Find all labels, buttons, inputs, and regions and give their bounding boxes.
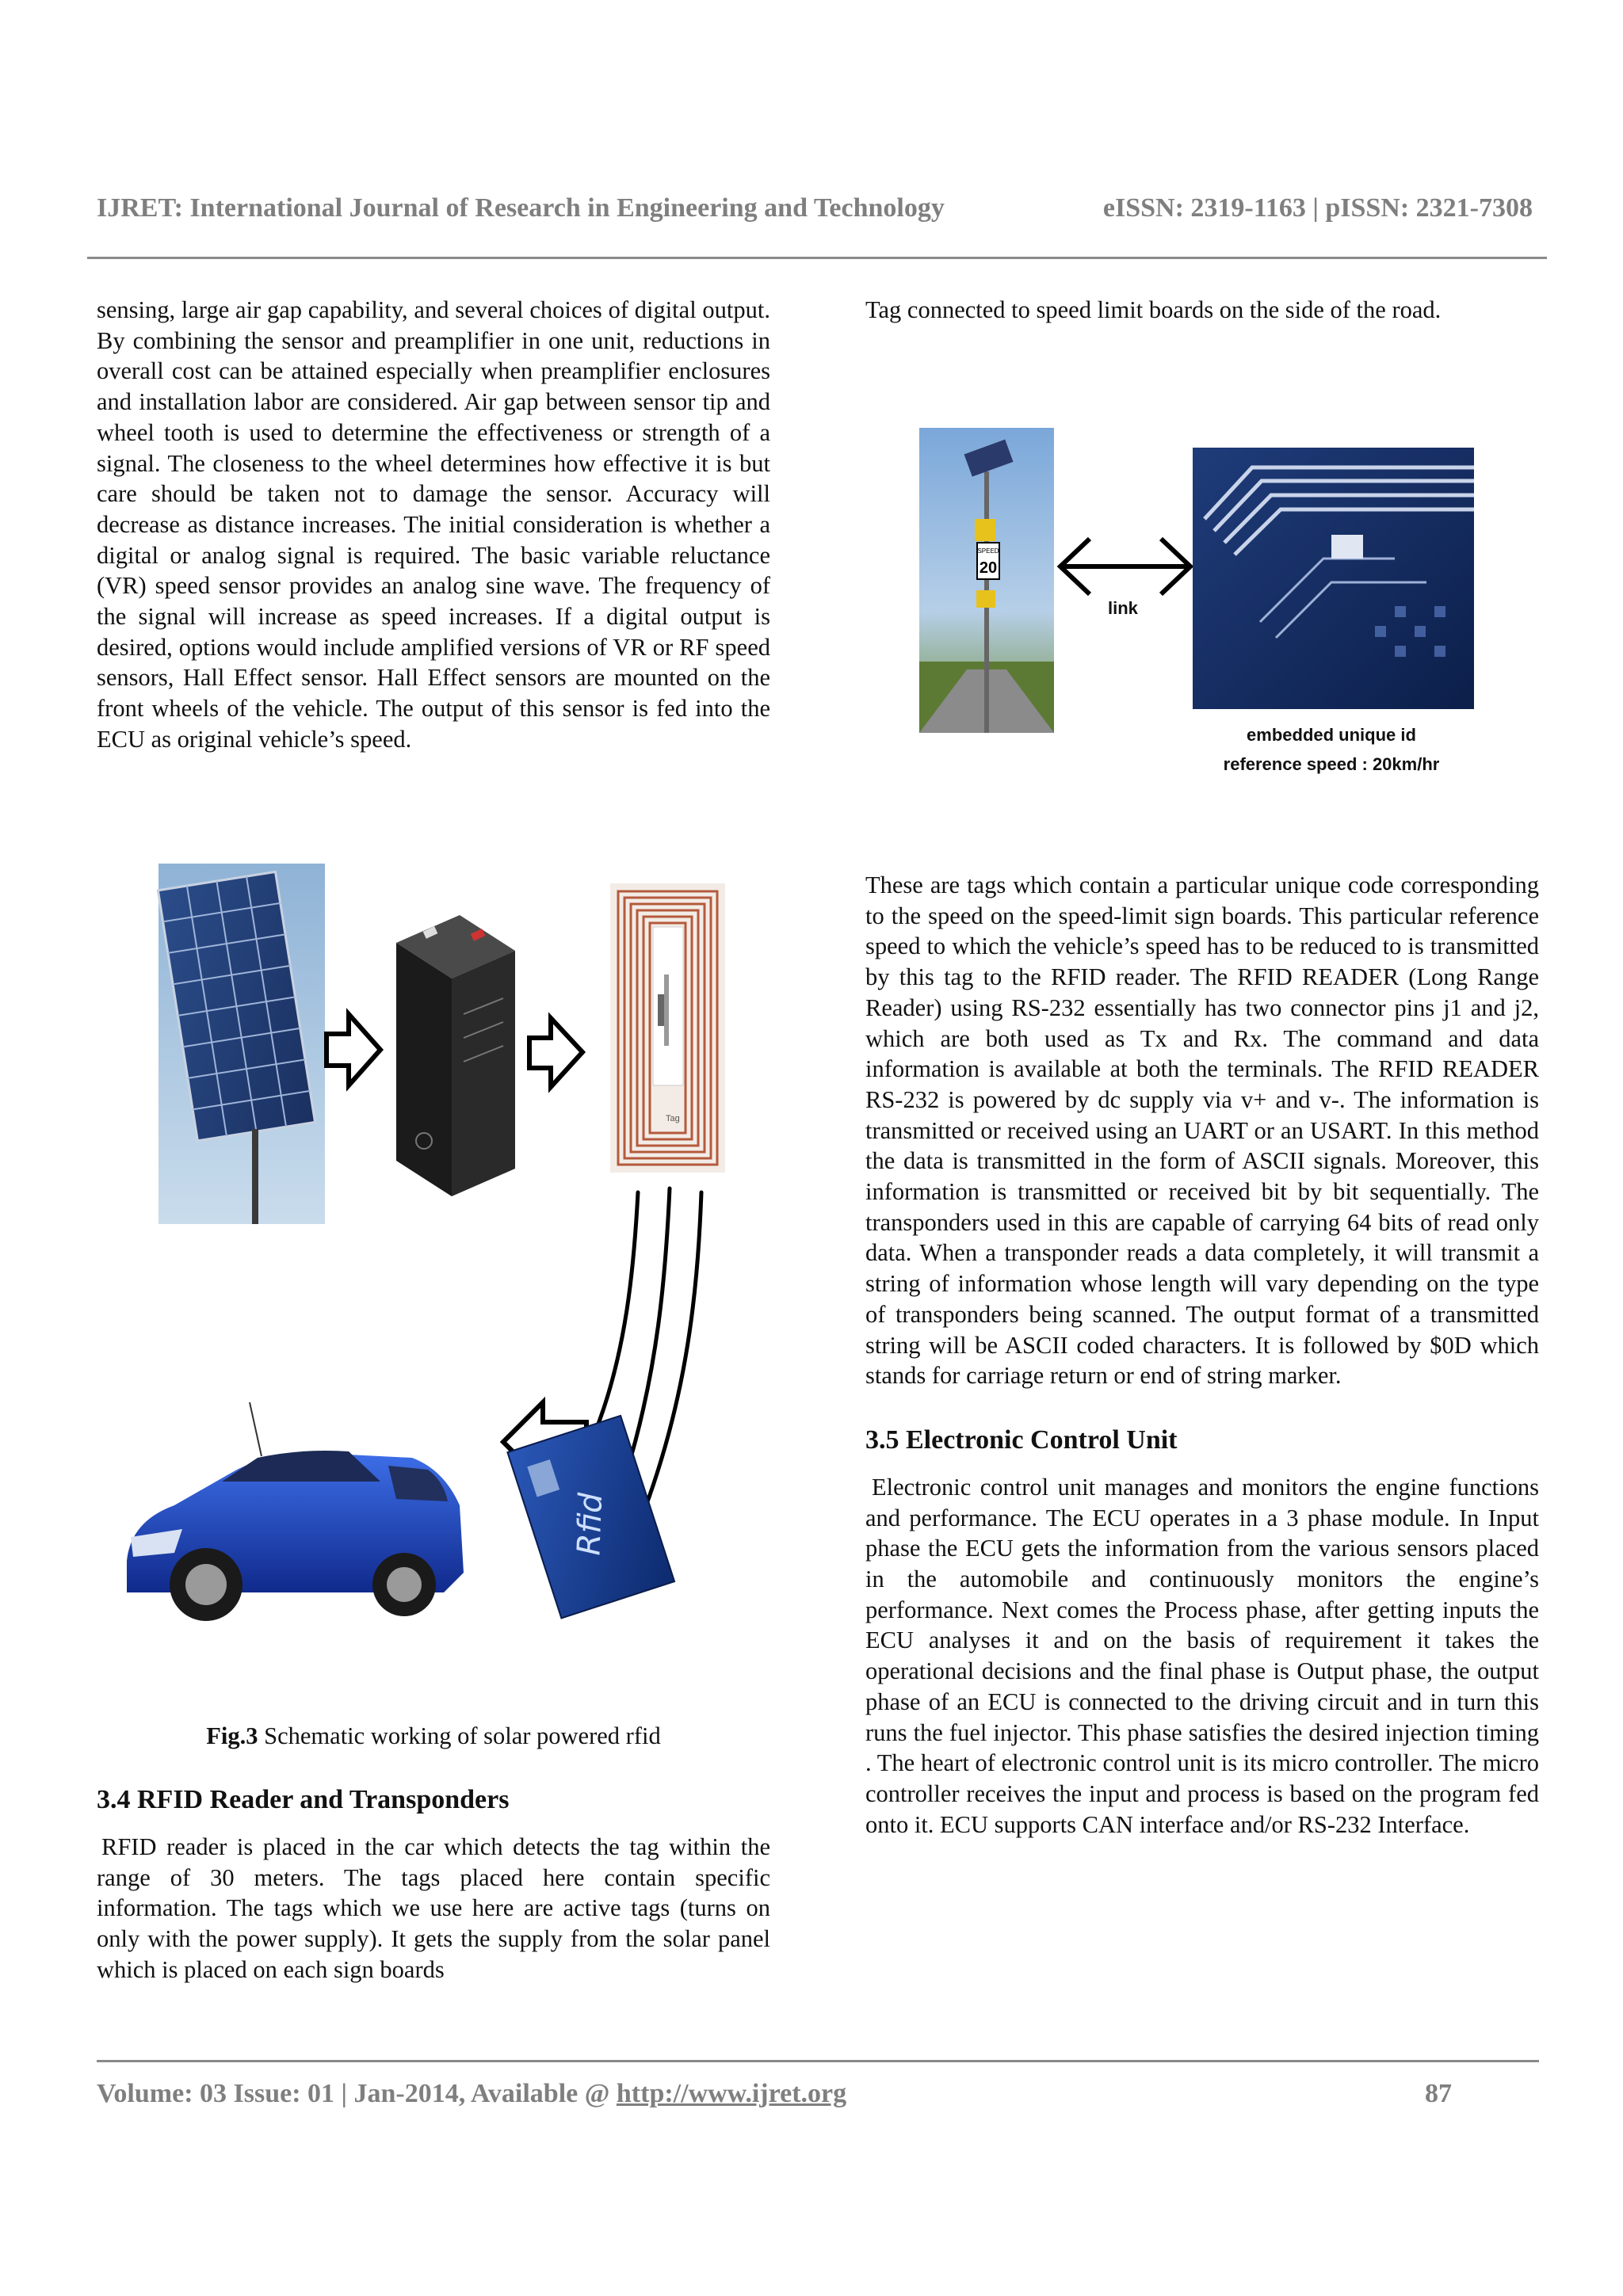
right-column-top xyxy=(865,295,1539,326)
speed-sign-photo xyxy=(919,428,1054,733)
section-3-5-title: 3.5 Electronic Control Unit xyxy=(865,1425,1178,1455)
car-image xyxy=(127,1402,464,1621)
sign-number-text: 20 xyxy=(979,559,998,577)
figure-3-label: Fig.3 xyxy=(206,1722,258,1749)
sign-top-text: SPEED xyxy=(977,547,999,555)
section-3-4-title: 3.4 RFID Reader and Transponders xyxy=(97,1785,510,1814)
header-rule xyxy=(87,257,1547,259)
page-header xyxy=(97,193,1533,223)
arrow-right-icon xyxy=(529,1018,582,1087)
reference-speed-label: reference speed : 20km/hr xyxy=(1223,754,1440,774)
journal-title: IJRET: International Journal of Research in Engineering and Technology xyxy=(97,193,945,223)
arrow-right-icon xyxy=(327,1014,380,1085)
right-column-body xyxy=(865,870,1539,1840)
figure-3-caption-text: Schematic working of solar powered rfid xyxy=(258,1722,661,1749)
section-3-4 xyxy=(97,1784,770,1985)
figure-speed-sign-link xyxy=(919,424,1490,796)
rfid-tag-image xyxy=(610,883,725,1173)
figure-3-schematic xyxy=(111,856,808,1680)
page-footer xyxy=(97,2079,1452,2109)
footer-rule xyxy=(97,2060,1539,2062)
section-3-4-text: RFID reader is placed in the car which detects the tag within the range of 30 meters. The tags placed here contain specific information. The tags which we use here are active tags (turns on only with the power supply). It gets the supply from the solar panel which is placed on each sign boards xyxy=(97,1833,770,1983)
page-number: 87 xyxy=(1425,2079,1452,2108)
double-arrow-icon xyxy=(1060,539,1190,594)
battery-image xyxy=(396,915,515,1196)
left-column xyxy=(97,295,770,755)
paragraph-tag-connected: Tag connected to speed limit boards on the side of the road. xyxy=(865,296,1442,323)
figure-3-caption xyxy=(97,1721,770,1751)
journal-link[interactable]: http://www.ijret.org xyxy=(616,2079,847,2108)
tag-label: Tag xyxy=(666,1114,680,1123)
svg-text:Rfid: Rfid xyxy=(571,1492,610,1557)
embedded-id-label: embedded unique id xyxy=(1247,725,1416,745)
paragraph-hall-effect: sensing, large air gap capability, and several choices of digital output. By combining the sensor and preamplifier in one unit, reductions in overall cost can be attained especially when preamplifier enclosures and installation labor are considered. Air gap between sensor tip and wheel tooth is used to determine the effectiveness or strength of a signal. The closeness to the wheel determines how effective it is but care should be taken not to damage the sensor. Accuracy will decrease as distance increases. The initial consideration is whether a digital or analog signal is required. The basic variable reluctance (VR) speed sensor provides an analog sine wave. The frequency of the signal will increase as speed increases. If a digital output is desired, options would include amplified versions of VR or RF speed sensors, Hall Effect sensor. Hall Effect sensors are mounted on the front wheels of the vehicle. The output of this sensor is fed into the ECU as original vehicle’s speed. xyxy=(97,296,770,753)
paragraph-tags: These are tags which contain a particular unique code corresponding to the speed on the speed-limit sign boards. This particular reference speed to which the vehicle’s speed has to be reduced to is transmitted by this tag to the RFID reader. The RFID READER (Long Range Reader) using RS-232 essentially has two connector pins j1 and j2, which are both used as Tx and Rx. The command and data information is available at both the terminals. The RFID READER RS-232 is powered by dc supply via v+ and v-. The information is transmitted or received using an UART or an USART. In this method the data is transmitted in the form of ASCII signals. Moreover, this information is transmitted or received bit by bit sequentially. The transponders used in this are capable of carrying 64 bits of read only data. When a transponder reads a data completely, it will transmit a string of information whose length will vary depending on the type of transponders being scanned. The output format of a transmitted string will be ASCII coded characters. It is followed by $0D which stands for carriage return or end of string marker. xyxy=(865,871,1539,1390)
section-3-5-text: Electronic control unit manages and monitors the engine functions and performance. The ECU operates in a 3 phase module. In Input phase the ECU gets the information from the various sensors placed in the automobile and continuously monitors the engine’s performance. Next comes the Process phase, after getting inputs the ECU analyses it and on the basis of requirement it takes the operational decisions and the final phase is Output phase, the output phase of an ECU is connected to the driving circuit and in turn this runs the fuel injector. This phase satisfies the desired injection timing . The heart of electronic control unit is its micro controller. The micro controller receives the input and process is based on the program fed onto it. ECU supports CAN interface and/or RS-232 Interface. xyxy=(865,1473,1539,1838)
solar-panel-image xyxy=(158,864,325,1224)
rfid-chip-image xyxy=(1193,448,1474,709)
link-label: link xyxy=(1108,598,1138,618)
rfid-reader-image xyxy=(507,1416,674,1619)
footer-volume xyxy=(97,2079,846,2109)
footer-volume-text: Volume: 03 Issue: 01 | Jan-2014, Available @ xyxy=(97,2079,617,2108)
issn: eISSN: 2319-1163 | pISSN: 2321-7308 xyxy=(1102,193,1533,223)
